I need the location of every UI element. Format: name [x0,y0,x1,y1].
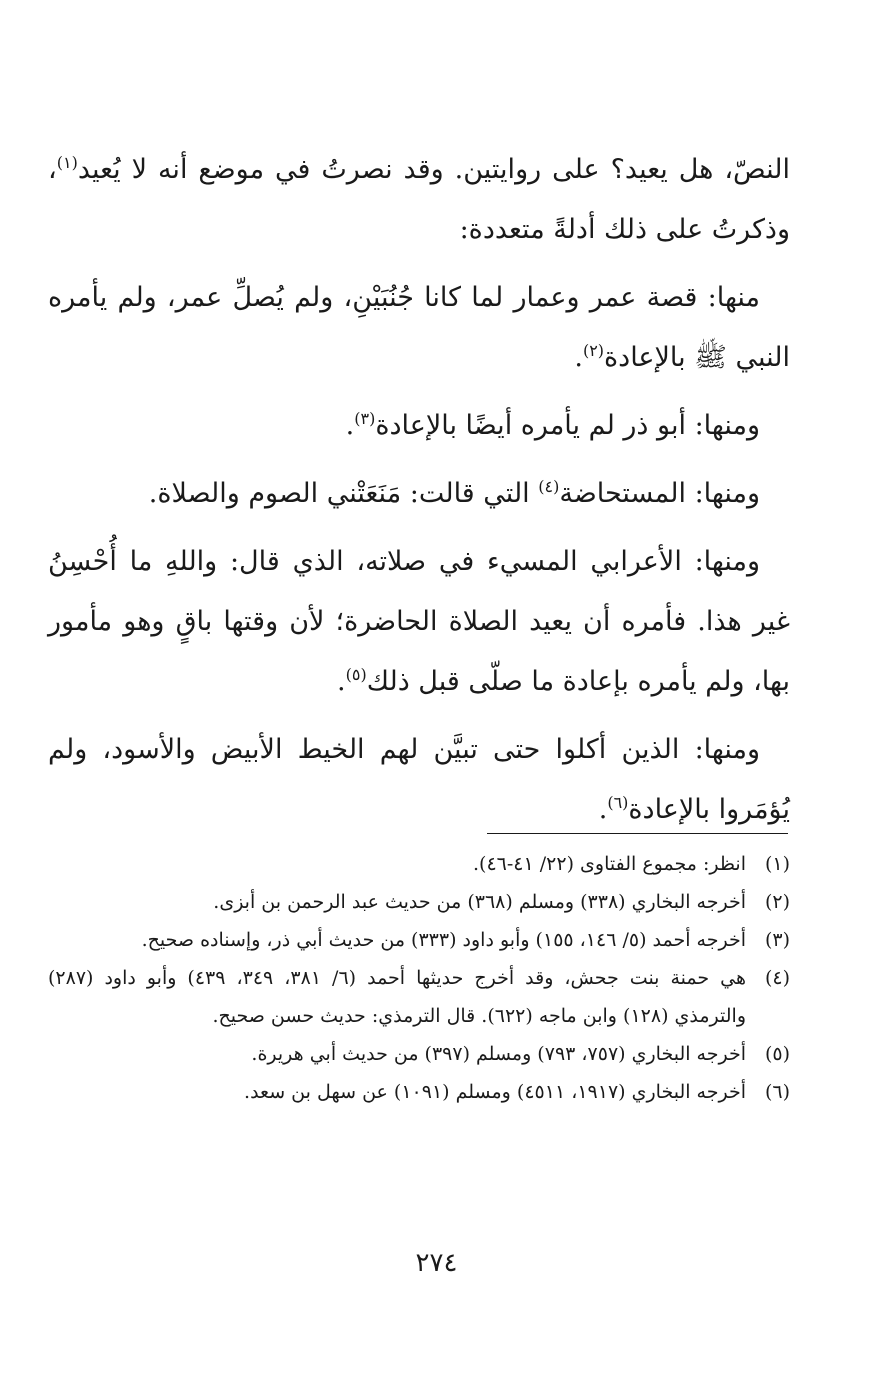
footnote-ref: (٥) [345,665,367,684]
footnote-text: أخرجه البخاري (١٩١٧، ٤٥١١) ومسلم (١٠٩١) عن سهل بن سعد. [244,1081,746,1103]
footnote-item [48,1073,790,1111]
footnote-ref: (٤) [538,477,560,496]
footnotes [48,845,790,1111]
paragraph [48,532,790,712]
footnote-text: أخرجه البخاري (٧٥٧، ٧٩٣) ومسلم (٣٩٧) من حديث أبي هريرة. [251,1043,746,1065]
paragraph [48,720,790,840]
paragraph [48,396,790,456]
footnote-ref: (١) [56,153,78,172]
footnote-text: أخرجه البخاري (٣٣٨) ومسلم (٣٦٨) من حديث عبد الرحمن بن أبزى. [213,891,746,913]
footnote-number: (٢) [764,891,790,913]
paragraph [48,464,790,524]
text-run: التي قالت: مَنَعَتْني الصوم والصلاة. [148,478,539,509]
footnote-item [48,921,790,959]
footnote-number: (٤) [764,967,790,989]
footnote-ref: (٣) [354,409,376,428]
footnote-number: (٥) [764,1043,790,1065]
text-run: ومنها: الأعرابي المسيء في صلاته، الذي قال: واللهِ ما أُحْسِنُ غير هذا. فأمره أن يعيد الصلاة الحاضرة؛ لأن وقتها باقٍ وهو مأمور بها، ولم يأمره بإعادة ما صلّى قبل ذلك [48,546,790,697]
text-run: النصّ، هل يعيد؟ على روايتين. وقد نصرتُ في موضع أنه لا يُعيد [77,154,790,185]
footnote-text: انظر: مجموع الفتاوى (٢٢/ ٤١-٤٦). [473,853,746,875]
text-run: ومنها: الذين أكلوا حتى تبيَّن لهم الخيط الأبيض والأسود، ولم يُؤمَروا بالإعادة [48,734,790,825]
text-run: ومنها: المستحاضة [559,478,760,509]
footnote-ref: (٦) [607,793,629,812]
footnote-number: (٣) [764,929,790,951]
text-run: . [598,794,608,825]
footnote-number: (١) [764,853,790,875]
text-run: ، وذكرتُ على ذلك أدلةً متعددة: [48,154,790,245]
text-run: . [337,666,346,697]
paragraph [48,268,790,388]
footnote-ref: (٢) [582,341,605,360]
text-run: . [574,342,583,373]
footnote-separator [487,833,788,834]
footnote-item [48,959,790,1035]
footnote-text: أخرجه أحمد (٥/ ١٤٦، ١٥٥) وأبو داود (٣٣٣) من حديث أبي ذر، وإسناده صحيح. [141,929,746,951]
footnote-item [48,845,790,883]
footnote-number: (٦) [764,1081,790,1103]
main-text [48,140,790,848]
paragraph [48,140,790,260]
text-run: منها: قصة عمر وعمار لما كانا جُنُبَيْنِ، ولم يُصلِّ عمر، ولم يأمره النبي ﷺ بالإعادة [48,282,790,373]
footnote-item [48,1035,790,1073]
footnote-item [48,883,790,921]
footnote-text: هي حمنة بنت جحش، وقد أخرج حديثها أحمد (٦/ ٣٨١، ٣٤٩، ٤٣٩) وأبو داود (٢٨٧) والترمذي (١٢٨) وابن ماجه (٦٢٢). قال الترمذي: حديث حسن صحيح. [48,967,746,1027]
page-number: ٢٧٤ [415,1248,458,1278]
text-run: . [345,410,355,441]
text-run: ومنها: أبو ذر لم يأمره أيضًا بالإعادة [375,410,760,441]
